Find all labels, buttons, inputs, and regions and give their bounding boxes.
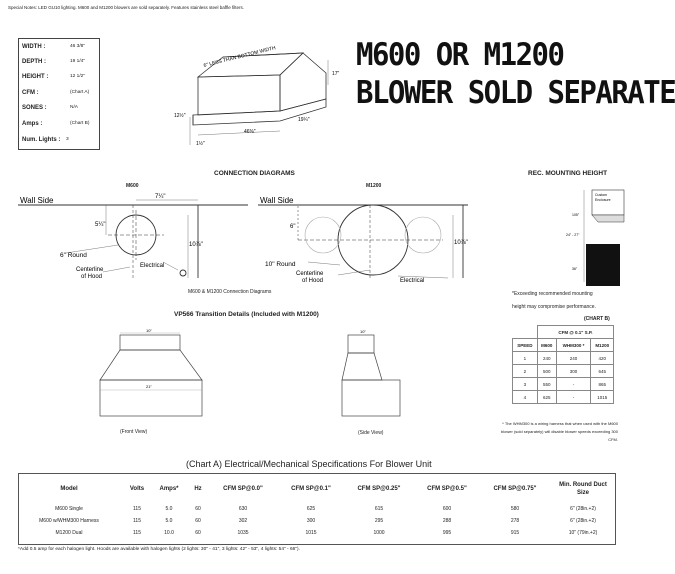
col-header-volts: Volts [129,486,145,492]
mounting-label-24: 24" - 27" [566,233,580,237]
chart-b-cell: 500 [537,365,556,378]
chart-b-footnote: * The WHM300 is a wiring harness that when used with the M600 blower (sold separately) will disable blower speeds exceeding 300 CFM. [501,421,618,442]
table-cell: 600 [442,506,452,512]
table-cell: 60 [195,518,201,524]
chart-b-cell: 420 [591,352,614,365]
m600-dim-height: 10⅞" [189,242,203,248]
m600-title: M600 [126,183,139,189]
m600-round-label: 6" Round [60,252,87,259]
table-cell: 630 [238,506,248,512]
chart-b-cell: - [556,391,591,404]
chart-b-title: (CHART B) [584,316,610,322]
chart-a-footnote: *Add 0.5 amp for each halogen light. Hoods are available with halogen lights (2 lights: 30" - 41", 3 lights: 42" - 53", 4 lights: 54" - 66"). [18,547,300,552]
chart-b-cell: 1 [513,352,538,365]
m600-centerline-1: Centerline [76,267,104,273]
table-cell: 300 [306,518,316,524]
drawing-dim-e: 1½" [196,141,205,147]
m1200-dim-height: 10⅞" [454,240,468,246]
m600-dim-top: 7¼" [155,194,166,200]
table-cell: M600 Single [55,506,83,512]
drawing-dim-b: 12½" [174,113,186,119]
chart-b-header: SPEED [513,339,538,352]
chart-b-cell: 240 [556,352,591,365]
table-cell: 278 [510,518,520,524]
table-cell: M600 w/WHM300 Harness [39,518,99,524]
table-cell: 1000 [373,530,385,536]
mounting-title: REC. MOUNTING HEIGHT [528,170,608,177]
col-header-cfm-01: CFM SP@0.1" [291,486,331,492]
drawing-dim-c: 19¼" [298,117,310,123]
mounting-label-36: 36" [572,267,578,271]
table-cell: 6" (28in.+2) [570,518,596,524]
table-cell: 615 [374,506,384,512]
front-view-label: (Front View) [120,429,148,435]
m1200-diagram [258,190,483,285]
m1200-centerline-2: of Hood [302,278,324,284]
table-cell: 1015 [305,530,317,536]
chart-b-cell: 1015 [591,391,614,404]
m1200-centerline-1: Centerline [296,271,324,277]
exceed-note-1: *Exceeding recommended mounting [512,291,593,297]
drawing-dim-a: 17" [332,71,340,77]
table-cell: 302 [238,518,248,524]
m1200-round-label: 10" Round [265,261,296,268]
table-cell: 295 [374,518,384,524]
table-cell: 115 [133,518,141,524]
m1200-title: M1200 [366,183,382,189]
table-cell: 10.0 [164,530,174,536]
spec-sones: SONES : N/A [22,105,78,111]
table-cell: 1035 [237,530,249,536]
mounting-diagram [566,182,626,287]
chart-a-table [18,473,616,545]
chart-b-cell: 240 [537,352,556,365]
spec-depth: DEPTH : 19 1/4" [22,59,86,65]
col-header-duct: Min. Round Duct Size [559,482,607,496]
col-header-cfm-00: CFM SP@0.0" [223,486,263,492]
side-view-label: (Side View) [358,430,384,436]
front-dim-top: 10" [146,328,152,333]
chart-b-cell: 3 [513,378,538,391]
hood-drawing [168,35,348,155]
table-cell: 115 [133,530,141,536]
chart-b-cell: 550 [537,378,556,391]
col-header-cfm-05: CFM SP@0.5" [427,486,467,492]
table-cell: 10" (79in.+2) [568,530,598,536]
spec-width: WIDTH : 46 3/8" [22,44,86,50]
col-header-amps: Amps* [159,486,179,492]
chart-b-cell: 300 [556,365,591,378]
chart-b-header: M600 [537,339,556,352]
front-dim-bottom: 21" [146,384,152,389]
special-notes: Special Notes: LED GU10 lighting. M600 and M1200 blowers are sold separately. Features stainless steel baffle filters. [8,5,244,10]
chart-b-cell: 645 [591,365,614,378]
m1200-dim-left: 6" [290,224,296,230]
col-header-cfm-025: CFM SP@0.25" [357,486,401,492]
table-cell: 915 [510,530,520,536]
chart-a-title: (Chart A) Electrical/Mechanical Specifications For Blower Unit [186,459,432,469]
m600-electrical: Electrical [140,263,165,269]
front-view-drawing [90,330,230,430]
connection-caption: M600 & M1200 Connection Diagrams [188,289,272,295]
m600-dim-left: 5¼" [95,222,106,228]
m600-diagram [18,190,243,285]
headline-line1: M600 OR M1200 [356,36,564,73]
exceed-note-2: height may compromise performance. [512,304,596,310]
chart-b-table [512,325,614,404]
chart-b-cell: - [556,378,591,391]
table-cell: 580 [510,506,520,512]
table-cell: M1200 Dual [55,530,83,536]
connection-title: CONNECTION DIAGRAMS [214,170,295,177]
spec-cfm: CFM : (Chart A) [22,90,90,96]
col-header-hz: Hz [194,486,202,492]
table-cell: 288 [442,518,452,524]
headline-line2: BLOWER SOLD SEPARATE [356,74,675,111]
transition-title: VP566 Transition Details (Included with M1200) [174,311,319,318]
mounting-label-105: 105" [572,213,580,217]
chart-b-cell: 865 [591,378,614,391]
mounting-label-enclosure: Enclosure [595,198,611,202]
chart-b-header: WHM300 * [556,339,591,352]
mounting-label-custom: Custom [595,193,608,197]
table-cell: 625 [306,506,316,512]
chart-b-cell: 2 [513,365,538,378]
table-cell: 115 [133,506,141,512]
drawing-dim-d: 46⅜" [244,129,256,135]
m1200-electrical: Electrical [400,278,425,284]
table-cell: 60 [195,506,201,512]
table-cell: 995 [442,530,452,536]
m600-wall-side: Wall Side [20,196,54,205]
table-cell: 5.0 [165,518,173,524]
table-cell: 6" (28in.+2) [570,506,596,512]
drawing-top-note: 6" LESS THAN BOTTOM WIDTH [203,45,277,69]
chart-b-cell: 4 [513,391,538,404]
table-cell: 5.0 [165,506,173,512]
side-view-drawing [330,330,410,430]
chart-b-group-header: CFM @ 0.1" S.P. [537,326,613,339]
chart-b-cell: 625 [537,391,556,404]
spec-box [18,38,100,150]
spec-height: HEIGHT : 12 1/2" [22,74,86,80]
m600-centerline-2: of Hood [81,274,103,280]
spec-lights: Num. Lights : 3 [22,137,69,143]
col-header-cfm-075: CFM SP@0.75" [493,486,537,492]
spec-amps: Amps : (Chart B) [22,121,90,127]
chart-b-header: M1200 [591,339,614,352]
col-header-model: Model [60,486,78,492]
m1200-wall-side: Wall Side [260,196,294,205]
table-cell: 60 [195,530,201,536]
side-dim-top: 10" [360,329,366,334]
